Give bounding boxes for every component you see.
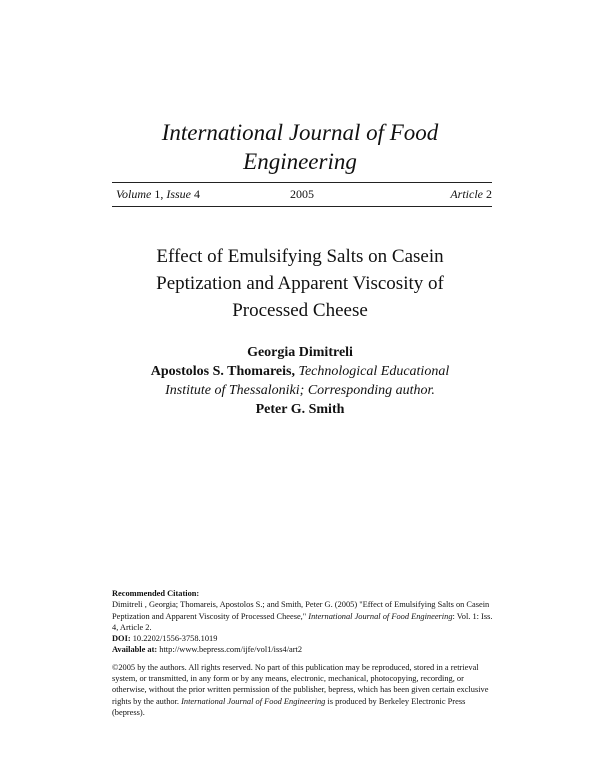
copyright-journal: International Journal of Food Engineering [181, 696, 326, 706]
author-2-affiliation-line1: Technological Educational [298, 364, 450, 379]
doi-value: 10.2202/1556-3758.1019 [132, 634, 218, 644]
author-1: Georgia Dimitreli [247, 345, 353, 360]
citation-block [112, 588, 494, 718]
author-2-name: Apostolos S. Thomareis, [150, 364, 295, 379]
author-block [80, 343, 520, 419]
doi-line [112, 633, 494, 644]
doi-label: DOI: [112, 634, 131, 644]
issue-number: 4 [194, 187, 200, 201]
year: 2005 [290, 187, 314, 201]
journal-title [100, 118, 500, 176]
citation-heading: Recommended Citation: [112, 589, 200, 598]
citation-volume: : Vol. 1: Iss. 4, Article 2. [112, 611, 493, 632]
article-number [450, 186, 492, 202]
article-label: Article [450, 187, 483, 201]
available-line [112, 644, 494, 655]
article-title [100, 243, 500, 324]
author-3: Peter G. Smith [255, 402, 345, 417]
top-rule [112, 182, 492, 183]
copyright-notice [112, 662, 494, 718]
author-2-affiliation-line2: Institute of Thessaloniki; Corresponding author. [165, 383, 435, 398]
copyright-publisher: is produced by Berkeley Electronic Press (bepress). [112, 696, 466, 717]
volume-issue: Volume 1, Issue 4 [116, 187, 200, 201]
bottom-rule [112, 206, 492, 207]
copyright-text: ©2005 by the authors. All rights reserved. No part of this publication may be reproduced, stored in a retrieval system, or transmitted, in any form or by any means, electronic, mechanical, photocopying, recording, or otherwise, without the prior written permission of the publisher, bepress, which has been given certain exclusive rights by the author. [112, 662, 489, 706]
citation-text [112, 599, 494, 633]
article-value: 2 [486, 187, 492, 201]
citation-text-main: Dimitreli , Georgia; Thomareis, Apostolos S.; and Smith, Peter G. (2005) "Effect of Emulsifying Salts on Casein Peptization and Apparent Viscosity of Processed Cheese," [112, 600, 490, 621]
article-url[interactable]: http://www.bepress.com/ijfe/vol1/iss4/art2 [159, 645, 303, 655]
volume-label: Volume [116, 187, 152, 201]
citation-journal: International Journal of Food Engineering [308, 611, 453, 621]
volume-number: 1 [154, 187, 161, 201]
issue-label: Issue [166, 187, 191, 201]
journal-title-line2: Engineering [243, 149, 357, 174]
journal-title-line1: International Journal of Food [161, 120, 439, 145]
article-title-line3: Processed Cheese [232, 300, 368, 321]
article-title-line2: Peptization and Apparent Viscosity of [156, 273, 444, 294]
article-title-line1: Effect of Emulsifying Salts on Casein [156, 246, 444, 267]
available-label: Available at: [112, 645, 158, 655]
